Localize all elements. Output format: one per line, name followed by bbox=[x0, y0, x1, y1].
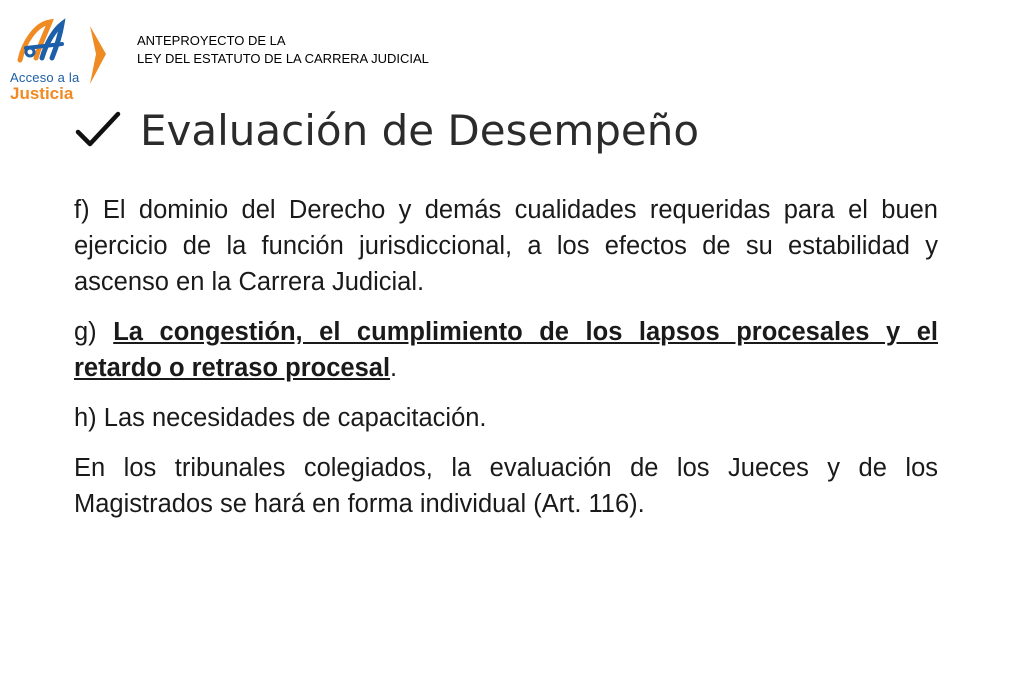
slide-title: Evaluación de Desempeño bbox=[140, 105, 700, 155]
header-line2: LEY DEL ESTATUTO DE LA CARRERA JUDICIAL bbox=[137, 51, 429, 66]
paragraph-g-highlight: La congestión, el cumplimiento de los lapsos procesales y el retardo o retraso procesal bbox=[74, 318, 938, 382]
paragraph-f: f) El dominio del Derecho y demás cualidades requeridas para el buen ejercicio de la función jurisdiccional, a los efectos de su estabilidad y ascenso en la Carrera Judicial. bbox=[74, 196, 938, 296]
logo-text-line2: Justicia bbox=[10, 84, 74, 103]
paragraph-h: h) Las necesidades de capacitación. bbox=[74, 404, 487, 432]
header-line1: ANTEPROYECTO DE LA bbox=[137, 33, 286, 48]
paragraph-last: En los tribunales colegiados, la evaluación de los Jueces y de los Magistrados se hará en forma individual (Art. 116). bbox=[74, 454, 938, 518]
logo bbox=[6, 14, 106, 104]
paragraph-g-prefix: g) bbox=[74, 318, 114, 346]
logo-text-line1: Acceso a la bbox=[10, 70, 80, 85]
title-row bbox=[74, 100, 699, 160]
check-icon bbox=[74, 110, 124, 150]
paragraph-g bbox=[74, 314, 938, 386]
slide-body bbox=[74, 192, 938, 536]
paragraph-g-suffix: . bbox=[390, 354, 398, 382]
document-header bbox=[137, 32, 429, 68]
